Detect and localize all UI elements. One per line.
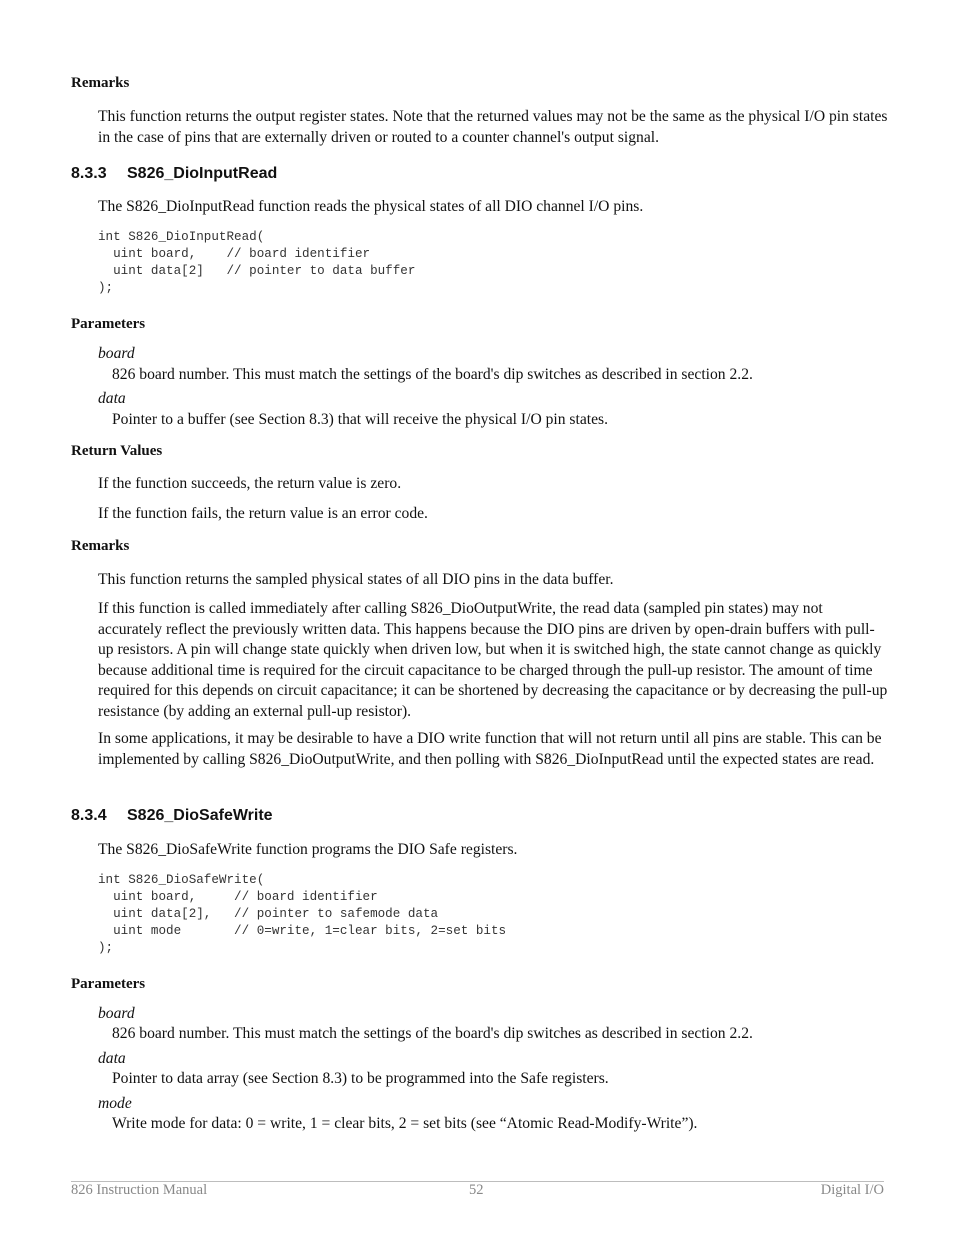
param-desc-data: Pointer to data array (see Section 8.3) to be programmed into the Safe registers. [112, 1070, 609, 1087]
param-name-mode: mode [98, 1095, 132, 1112]
footer-manual-title: 826 Instruction Manual [71, 1182, 208, 1198]
parameters-heading: Parameters [71, 976, 146, 992]
param-desc-board: 826 board number. This must match the settings of the board's dip switches as described in section 2.2. [112, 1025, 753, 1042]
section-title: S826_DioInputRead [127, 165, 278, 182]
remarks-heading: Remarks [71, 75, 130, 91]
remarks-paragraph: This function returns the output register states. Note that the returned values may not be the same as the physical I/O pin states in the case of pins that are externally driven or routed to a counter channel's output signal. [98, 108, 888, 146]
remarks-heading: Remarks [71, 538, 130, 554]
param-desc-mode: Write mode for data: 0 = write, 1 = clear bits, 2 = set bits (see “Atomic Read-Modify-Write”). [112, 1115, 698, 1132]
function-signature-code: int S826_DioInputRead( uint board, // board identifier uint data[2] // pointer to data buffer ); [98, 230, 416, 295]
parameters-heading: Parameters [71, 316, 146, 332]
param-desc-data: Pointer to a buffer (see Section 8.3) that will receive the physical I/O pin states. [112, 411, 608, 428]
param-name-board: board [98, 1005, 135, 1022]
param-name-data: data [98, 390, 126, 407]
section-intro: The S826_DioSafeWrite function programs the DIO Safe registers. [98, 841, 518, 858]
param-name-data: data [98, 1050, 126, 1067]
function-signature-code: int S826_DioSafeWrite( uint board, // board identifier uint data[2], // pointer to safemode data uint mode // 0=write, 1=clear bits, 2=set bits ); [98, 873, 507, 955]
param-desc-board: 826 board number. This must match the settings of the board's dip switches as described in section 2.2. [112, 366, 753, 383]
section-title: S826_DioSafeWrite [127, 807, 273, 824]
remarks-paragraph: In some applications, it may be desirable to have a DIO write function that will not return until all pins are stable. This can be implemented by calling S826_DioOutputWrite, and then polling with S826_DioInputRead until the expected states are read. [98, 730, 882, 768]
section-intro: The S826_DioInputRead function reads the physical states of all DIO channel I/O pins. [98, 198, 644, 215]
return-value-failure: If the function fails, the return value is an error code. [98, 505, 428, 522]
return-values-heading: Return Values [71, 443, 163, 459]
footer-chapter-name: Digital I/O [820, 1182, 884, 1198]
return-value-success: If the function succeeds, the return value is zero. [98, 475, 402, 492]
footer-page-number: 52 [469, 1182, 484, 1198]
section-heading [71, 807, 273, 825]
section-number: 8.3.3 [71, 165, 107, 182]
remarks-paragraph: If this function is called immediately after calling S826_DioOutputWrite, the read data (sampled pin states) may not accurately reflect the previously written data. This happens because the DIO pins are driven by open-drain buffers with pull-up resistors. A pin will change state quickly when driven low, but when it is switched high, the state cannot change as quickly because additional time is required for the circuit capacitance to be charged through the pull-up resistor. The amount of time required for this depends on circuit capacitance; it can be shortened by decreasing the capacitance or by decreasing the pull-up resistance (by adding an external pull-up resistor). [98, 600, 888, 720]
remarks-paragraph: This function returns the sampled physical states of all DIO pins in the data buffer. [98, 571, 614, 588]
section-number: 8.3.4 [71, 807, 107, 824]
param-name-board: board [98, 345, 135, 362]
section-heading [71, 165, 277, 183]
